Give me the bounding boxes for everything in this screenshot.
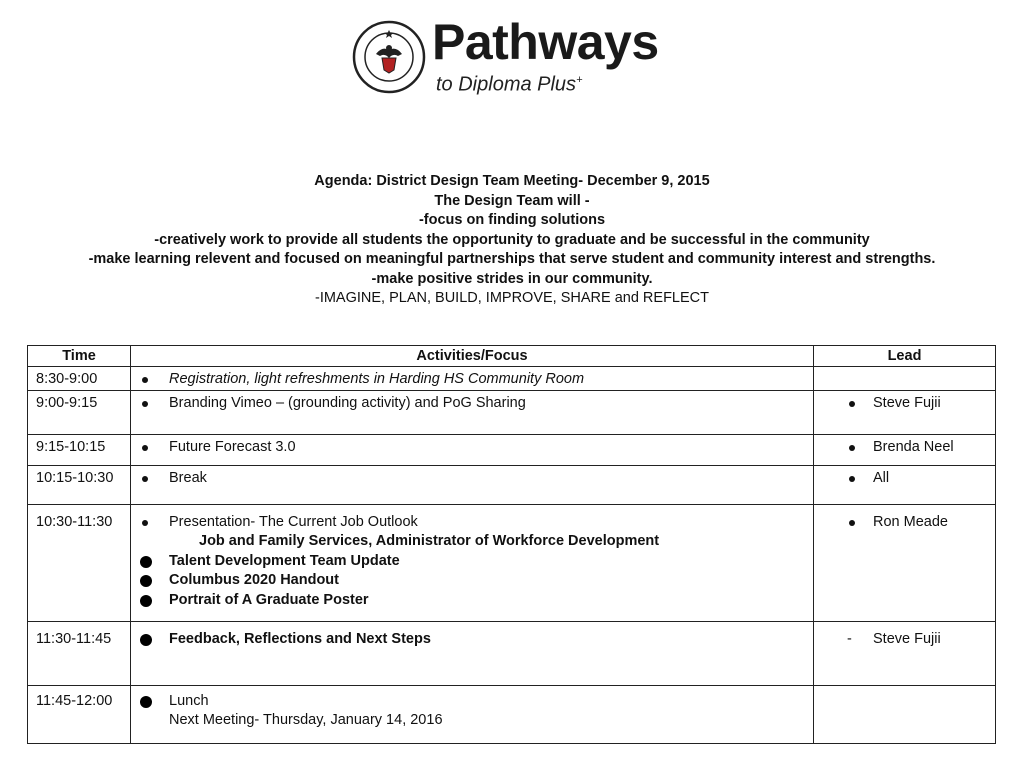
activity-cell bbox=[131, 504, 814, 621]
table-row bbox=[28, 621, 996, 685]
lead-name: - Steve Fujii bbox=[814, 630, 995, 650]
activity-item: Break bbox=[131, 469, 813, 489]
agenda-intro: The Design Team will - bbox=[434, 192, 590, 209]
lead-cell bbox=[814, 504, 996, 621]
activity-cell bbox=[131, 434, 814, 465]
presidents-seal-icon bbox=[352, 20, 426, 94]
lead-cell bbox=[814, 434, 996, 465]
time-cell: 10:15-10:30 bbox=[28, 465, 131, 504]
time-cell: 8:30-9:00 bbox=[28, 367, 131, 391]
time-cell: 9:00-9:15 bbox=[28, 390, 131, 434]
lead-cell bbox=[814, 685, 996, 743]
activity-item: Registration, light refreshments in Harding HS Community Room bbox=[131, 370, 813, 390]
activity-cell bbox=[131, 465, 814, 504]
brand-superscript: + bbox=[576, 74, 583, 86]
agenda-header bbox=[0, 172, 1024, 309]
table-row bbox=[28, 434, 996, 465]
activity-item: Branding Vimeo – (grounding activity) and PoG Sharing bbox=[131, 394, 813, 414]
activity-item: Columbus 2020 Handout bbox=[131, 571, 813, 591]
table-row bbox=[28, 685, 996, 743]
lead-name: Brenda Neel bbox=[814, 438, 995, 458]
time-cell: 11:45-12:00 bbox=[28, 685, 131, 743]
pathways-logo bbox=[352, 14, 662, 98]
brand-subtitle: to Diploma Plus+ bbox=[436, 73, 583, 96]
activity-item: Future Forecast 3.0 bbox=[131, 438, 813, 458]
next-meeting-note: Next Meeting- Thursday, January 14, 2016 bbox=[169, 712, 443, 728]
table-row bbox=[28, 504, 996, 621]
activity-cell bbox=[131, 367, 814, 391]
goal-line: -focus on finding solutions bbox=[418, 212, 606, 228]
lead-cell bbox=[814, 390, 996, 434]
table-row bbox=[28, 465, 996, 504]
agenda-table bbox=[27, 345, 996, 744]
lead-name: Steve Fujii bbox=[814, 394, 995, 414]
time-cell: 9:15-10:15 bbox=[28, 434, 131, 465]
lead-name: Ron Meade bbox=[814, 513, 995, 533]
table-header-row bbox=[28, 346, 996, 367]
table-row bbox=[28, 367, 996, 391]
header-time: Time bbox=[28, 346, 131, 367]
header-lead: Lead bbox=[814, 346, 996, 367]
goal-line: -make learning relevent and focused on meaningful partnerships that serve student and community interest and strengths. bbox=[88, 251, 936, 267]
activity-subline: Job and Family Services, Administrator of Workforce Development bbox=[199, 533, 660, 549]
agenda-motto: -IMAGINE, PLAN, BUILD, IMPROVE, SHARE and REFLECT bbox=[314, 290, 709, 306]
agenda-title: Agenda: District Design Team Meeting- December 9, 2015 bbox=[314, 173, 710, 189]
lead-cell bbox=[814, 621, 996, 685]
lead-name: All bbox=[814, 469, 995, 489]
activity-item: Talent Development Team Update bbox=[131, 552, 813, 572]
activity-item: Portrait of A Graduate Poster bbox=[131, 591, 813, 611]
activity-item: Feedback, Reflections and Next Steps bbox=[131, 630, 813, 650]
brand-name: Pathways bbox=[432, 14, 659, 70]
activity-cell bbox=[131, 685, 814, 743]
table-row bbox=[28, 390, 996, 434]
goal-line: -make positive strides in our community. bbox=[371, 270, 653, 287]
activity-item: Lunch bbox=[131, 692, 813, 712]
lead-cell bbox=[814, 465, 996, 504]
goal-line: -creatively work to provide all students the opportunity to graduate and be successful in the community bbox=[154, 231, 870, 248]
lead-cell bbox=[814, 367, 996, 391]
header-activities: Activities/Focus bbox=[131, 346, 814, 367]
time-cell: 10:30-11:30 bbox=[28, 504, 131, 621]
time-cell: 11:30-11:45 bbox=[28, 621, 131, 685]
activity-cell bbox=[131, 621, 814, 685]
activity-item: Presentation- The Current Job Outlook bbox=[131, 513, 813, 533]
activity-cell bbox=[131, 390, 814, 434]
